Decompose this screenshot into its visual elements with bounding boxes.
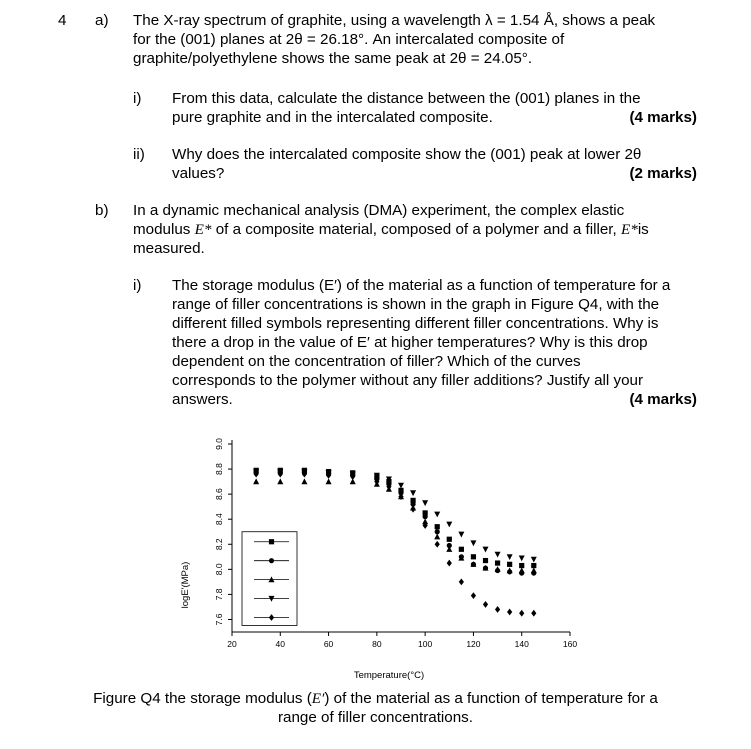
part-b-line-1: In a dynamic mechanical analysis (DMA) experiment, the complex elastic xyxy=(133,202,625,219)
y-tick-label: 8.4 xyxy=(214,513,224,526)
data-point-triangle-up xyxy=(277,478,283,484)
data-point-square xyxy=(447,537,452,542)
part-a-i-marks: (4 marks) xyxy=(629,109,697,126)
legend-marker-square xyxy=(269,539,274,544)
y-tick-label: 8.6 xyxy=(214,488,224,501)
data-point-diamond xyxy=(410,506,415,513)
data-point-triangle-down xyxy=(531,557,537,563)
figure-caption-line-1 xyxy=(0,689,751,708)
data-point-diamond xyxy=(483,601,488,608)
data-point-triangle-down xyxy=(495,552,501,558)
part-b-line-3: measured. xyxy=(133,240,205,257)
part-a-label: a) xyxy=(95,12,109,29)
caption-part-b: ) of the material as a function of temperature for a xyxy=(324,690,658,707)
part-a-ii-marks: (2 marks) xyxy=(629,165,697,182)
data-point-diamond xyxy=(519,610,524,617)
part-b-i-line-2: range of filler concentrations is shown in the graph in Figure Q4, with the xyxy=(172,296,660,313)
data-point-diamond xyxy=(507,609,512,616)
data-point-triangle-down xyxy=(470,540,476,546)
part-b-i-line-4: there a drop in the value of E′ at higher temperatures? Why is this drop xyxy=(172,334,648,351)
part-b-i-line-6: corresponds to the polymer without any filler additions? Justify all your xyxy=(172,372,644,389)
legend-box xyxy=(242,532,297,626)
x-tick-label: 80 xyxy=(372,639,382,649)
data-point-triangle-down xyxy=(483,547,489,553)
x-tick-label: 100 xyxy=(418,639,433,649)
part-a-line-3: graphite/polyethylene shows the same peak at 2θ = 24.05°. xyxy=(133,50,533,67)
part-b-line-2-c: is xyxy=(637,221,649,238)
data-point-triangle-down xyxy=(519,555,525,561)
data-point-triangle-up xyxy=(326,478,332,484)
x-tick-label: 60 xyxy=(323,639,334,649)
y-tick-label: 8.2 xyxy=(214,538,224,551)
data-point-triangle-down xyxy=(434,512,440,518)
part-a-i-label: i) xyxy=(133,90,142,107)
data-point-triangle-up xyxy=(531,567,537,573)
x-tick-label: 160 xyxy=(562,639,578,649)
part-a-ii-label: ii) xyxy=(133,146,145,163)
part-b-line-2-b: of a composite material, composed of a polymer and a filler, xyxy=(211,221,621,238)
part-a-i-line-1: From this data, calculate the distance between the (001) planes in the xyxy=(172,90,641,107)
data-point-triangle-down xyxy=(458,532,464,538)
part-a-line-1: The X-ray spectrum of graphite, using a wavelength λ = 1.54 Å, shows a peak xyxy=(133,12,656,29)
part-a-ii-line-2: values? xyxy=(172,165,225,182)
data-point-diamond xyxy=(459,578,464,585)
data-point-diamond xyxy=(531,610,536,617)
y-tick-label: 9.0 xyxy=(214,438,224,450)
data-point-triangle-up xyxy=(434,534,440,540)
y-tick-label: 7.8 xyxy=(214,588,224,601)
data-point-square xyxy=(507,562,512,567)
data-point-triangle-up xyxy=(301,478,307,484)
part-b-i-label: i) xyxy=(133,277,142,294)
storage-modulus-chart xyxy=(170,430,590,685)
y-tick-label: 8.0 xyxy=(214,563,224,576)
modulus-symbol: E* xyxy=(194,221,212,238)
x-axis-label: Temperature(°C) xyxy=(353,670,425,681)
chart-legend xyxy=(242,532,297,626)
x-tick-label: 20 xyxy=(227,639,237,649)
part-a-line-2: for the (001) planes at 2θ = 26.18°. An intercalated composite of xyxy=(133,31,565,48)
part-b-label: b) xyxy=(95,202,109,219)
part-a-ii-line-1: Why does the intercalated composite show the (001) peak at lower 2θ xyxy=(172,146,642,163)
data-point-triangle-down xyxy=(398,483,404,489)
data-point-square xyxy=(471,554,476,559)
x-tick-label: 140 xyxy=(514,639,529,649)
caption-part-a: Figure Q4 the storage modulus ( xyxy=(93,690,312,707)
part-b-line-2-a: modulus xyxy=(133,221,195,238)
data-point-diamond xyxy=(435,541,440,548)
data-point-square xyxy=(495,560,500,565)
y-axis-label: logE'(MPa) xyxy=(180,561,191,609)
data-point-triangle-up xyxy=(507,567,513,573)
data-point-diamond xyxy=(495,606,500,613)
figure-caption-line-2: range of filler concentrations. xyxy=(277,709,473,726)
x-tick-label: 40 xyxy=(275,639,286,649)
caption-symbol: E′ xyxy=(311,690,325,707)
y-tick-label: 8.8 xyxy=(214,463,224,475)
data-point-triangle-up xyxy=(495,566,501,572)
part-b-i-marks: (4 marks) xyxy=(629,391,697,408)
data-point-triangle-down xyxy=(422,500,428,506)
part-b-i-line-1: The storage modulus (E′) of the material as a function of temperature for a xyxy=(172,277,671,294)
part-a-i-line-2: pure graphite and in the intercalated composite. xyxy=(172,109,493,126)
data-point-square xyxy=(483,558,488,563)
data-point-triangle-down xyxy=(446,522,452,528)
modulus-symbol-2: E* xyxy=(620,221,638,238)
part-b-i-line-5: dependent on the concentration of filler? Which of the curves xyxy=(172,353,581,370)
x-tick-label: 120 xyxy=(466,639,481,649)
y-tick-label: 7.6 xyxy=(214,613,224,626)
data-point-square xyxy=(459,547,464,552)
part-b-i-line-7: answers. xyxy=(172,391,233,408)
data-point-diamond xyxy=(471,592,476,599)
data-point-diamond xyxy=(447,560,452,567)
data-point-triangle-down xyxy=(507,554,513,560)
data-point-triangle-down xyxy=(410,490,416,496)
data-point-triangle-up xyxy=(519,567,525,573)
question-number: 4 xyxy=(58,12,67,29)
part-b-i-line-3: different filled symbols representing different filler concentrations. Why is xyxy=(172,315,659,332)
part-b-line-2 xyxy=(133,220,649,239)
legend-marker-circle xyxy=(269,558,274,563)
data-point-square xyxy=(435,524,440,529)
data-point-triangle-up xyxy=(253,478,259,484)
